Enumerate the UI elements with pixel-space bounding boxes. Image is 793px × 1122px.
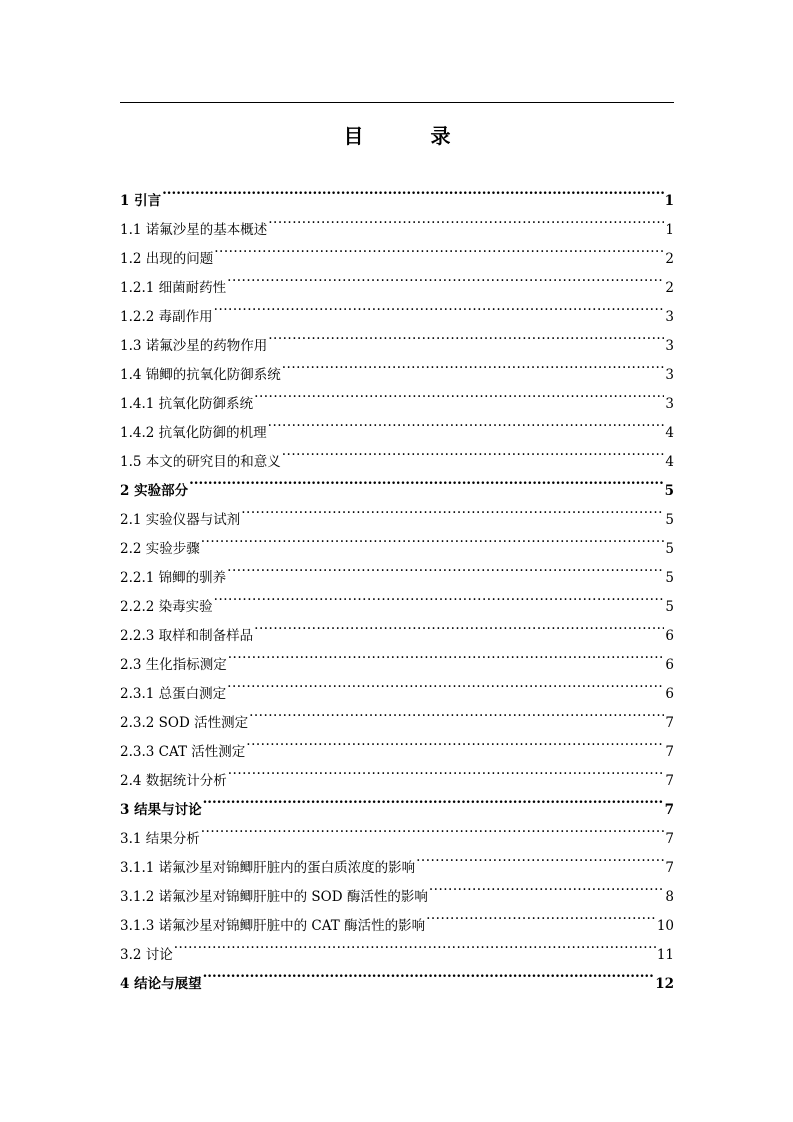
toc-entry-label: 1 引言	[120, 193, 162, 209]
toc-entry-page-number: 10	[656, 918, 674, 934]
toc-entry-label: 3 结果与讨论	[120, 802, 202, 818]
toc-entry-page-number: 6	[665, 657, 674, 673]
toc-list	[120, 176, 674, 992]
toc-entry-label: 2.3.3 CAT 活性测定	[120, 744, 246, 760]
toc-entry[interactable]	[120, 814, 674, 847]
toc-entry-page-number: 7	[665, 715, 674, 731]
toc-entry-label: 2.3.1 总蛋白测定	[120, 686, 227, 702]
toc-entry-label: 3.2 讨论	[120, 947, 173, 963]
toc-entry-page-number: 4	[665, 425, 674, 441]
toc-leader-dots	[227, 263, 664, 292]
toc-leader-dots	[214, 292, 665, 321]
toc-leader-dots	[174, 930, 656, 959]
toc-leader-dots	[429, 872, 665, 901]
toc-entry-label: 2.2 实验步骤	[120, 541, 200, 557]
toc-entry-page-number: 3	[665, 309, 674, 325]
toc-entry-label: 3.1.1 诺氟沙星对锦鲫肝脏内的蛋白质浓度的影响	[120, 860, 416, 876]
toc-entry-label: 1.1 诺氟沙星的基本概述	[120, 222, 268, 238]
toc-entry-page-number: 3	[665, 396, 674, 412]
toc-entry-page-number: 7	[665, 744, 674, 760]
toc-leader-dots	[201, 524, 665, 553]
toc-entry[interactable]	[120, 466, 674, 499]
toc-leader-dots	[249, 698, 664, 727]
toc-entry-page-number: 12	[655, 976, 674, 992]
toc-entry-label: 4 结论与展望	[120, 976, 202, 992]
toc-entry-page-number: 3	[665, 338, 674, 354]
toc-leader-dots	[227, 669, 664, 698]
toc-entry-label: 1.5 本文的研究目的和意义	[120, 454, 281, 470]
toc-leader-dots	[214, 234, 664, 263]
toc-entry[interactable]	[120, 959, 674, 992]
toc-entry-page-number: 5	[665, 541, 674, 557]
toc-entry[interactable]	[120, 524, 674, 557]
toc-leader-dots	[203, 959, 655, 988]
toc-leader-dots	[203, 785, 664, 814]
toc-leader-dots	[268, 408, 665, 437]
toc-leader-dots	[227, 553, 664, 582]
toc-entry-page-number: 6	[665, 628, 674, 644]
toc-entry-label: 2.2.1 锦鲫的驯养	[120, 570, 227, 586]
toc-entry-page-number: 2	[665, 280, 674, 296]
toc-leader-dots	[162, 176, 664, 205]
toc-entry-label: 1.4.2 抗氧化防御的机理	[120, 425, 267, 441]
toc-entry-page-number: 4	[665, 454, 674, 470]
toc-entry-label: 2.2.3 取样和制备样品	[120, 628, 254, 644]
toc-entry-page-number: 7	[664, 802, 674, 818]
toc-leader-dots	[214, 582, 665, 611]
toc-leader-dots	[268, 321, 664, 350]
page-title: 目 录	[343, 124, 481, 148]
toc-entry-page-number: 7	[665, 831, 674, 847]
toc-leader-dots	[426, 901, 656, 930]
toc-entry-page-number: 1	[664, 193, 674, 209]
toc-leader-dots	[268, 205, 664, 234]
toc-entry-page-number: 5	[665, 512, 674, 528]
toc-leader-dots	[241, 495, 664, 524]
toc-entry-label: 2.4 数据统计分析	[120, 773, 227, 789]
toc-leader-dots	[416, 843, 664, 872]
toc-entry-label: 2.2.2 染毒实验	[120, 599, 213, 615]
toc-entry-page-number: 5	[665, 570, 674, 586]
toc-entry[interactable]	[120, 205, 674, 238]
toc-entry-label: 3.1 结果分析	[120, 831, 200, 847]
toc-entry-page-number: 3	[665, 367, 674, 383]
toc-leader-dots	[246, 727, 664, 756]
toc-entry-page-number: 1	[665, 222, 674, 238]
toc-entry[interactable]	[120, 843, 674, 876]
toc-leader-dots	[201, 814, 665, 843]
toc-entry-page-number: 2	[665, 251, 674, 267]
toc-leader-dots	[254, 611, 664, 640]
toc-entry[interactable]	[120, 930, 674, 963]
toc-entry-page-number: 6	[665, 686, 674, 702]
toc-entry[interactable]	[120, 176, 674, 209]
toc-entry-page-number: 5	[664, 483, 674, 499]
toc-entry-page-number: 8	[665, 889, 674, 905]
toc-leader-dots	[282, 437, 665, 466]
toc-entry[interactable]	[120, 553, 674, 586]
toc-entry-page-number: 5	[665, 599, 674, 615]
toc-entry-label: 2.1 实验仪器与试剂	[120, 512, 241, 528]
toc-leader-dots	[228, 756, 665, 785]
toc-leader-dots	[254, 379, 664, 408]
toc-entry-label: 3.1.2 诺氟沙星对锦鲫肝脏中的 SOD 酶活性的影响	[120, 889, 428, 905]
toc-entry[interactable]	[120, 495, 674, 528]
toc-entry-label: 1.4.1 抗氧化防御系统	[120, 396, 254, 412]
toc-entry-page-number: 7	[665, 860, 674, 876]
toc-leader-dots	[189, 466, 664, 495]
toc-leader-dots	[228, 640, 665, 669]
toc-entry-label: 1.2 出现的问题	[120, 251, 214, 267]
header-rule	[120, 102, 674, 103]
toc-entry-label: 2.3 生化指标测定	[120, 657, 227, 673]
toc-entry-page-number: 11	[656, 947, 674, 963]
toc-entry-label: 1.2.1 细菌耐药性	[120, 280, 227, 296]
toc-entry-label: 2 实验部分	[120, 483, 189, 499]
toc-entry-label: 1.2.2 毒副作用	[120, 309, 213, 325]
toc-entry-label: 1.4 锦鲫的抗氧化防御系统	[120, 367, 281, 383]
toc-entry-label: 2.3.2 SOD 活性测定	[120, 715, 249, 731]
toc-entry-label: 1.3 诺氟沙星的药物作用	[120, 338, 268, 354]
toc-entry[interactable]	[120, 785, 674, 818]
toc-entry-page-number: 7	[665, 773, 674, 789]
toc-entry-label: 3.1.3 诺氟沙星对锦鲫肝脏中的 CAT 酶活性的影响	[120, 918, 426, 934]
toc-leader-dots	[282, 350, 665, 379]
